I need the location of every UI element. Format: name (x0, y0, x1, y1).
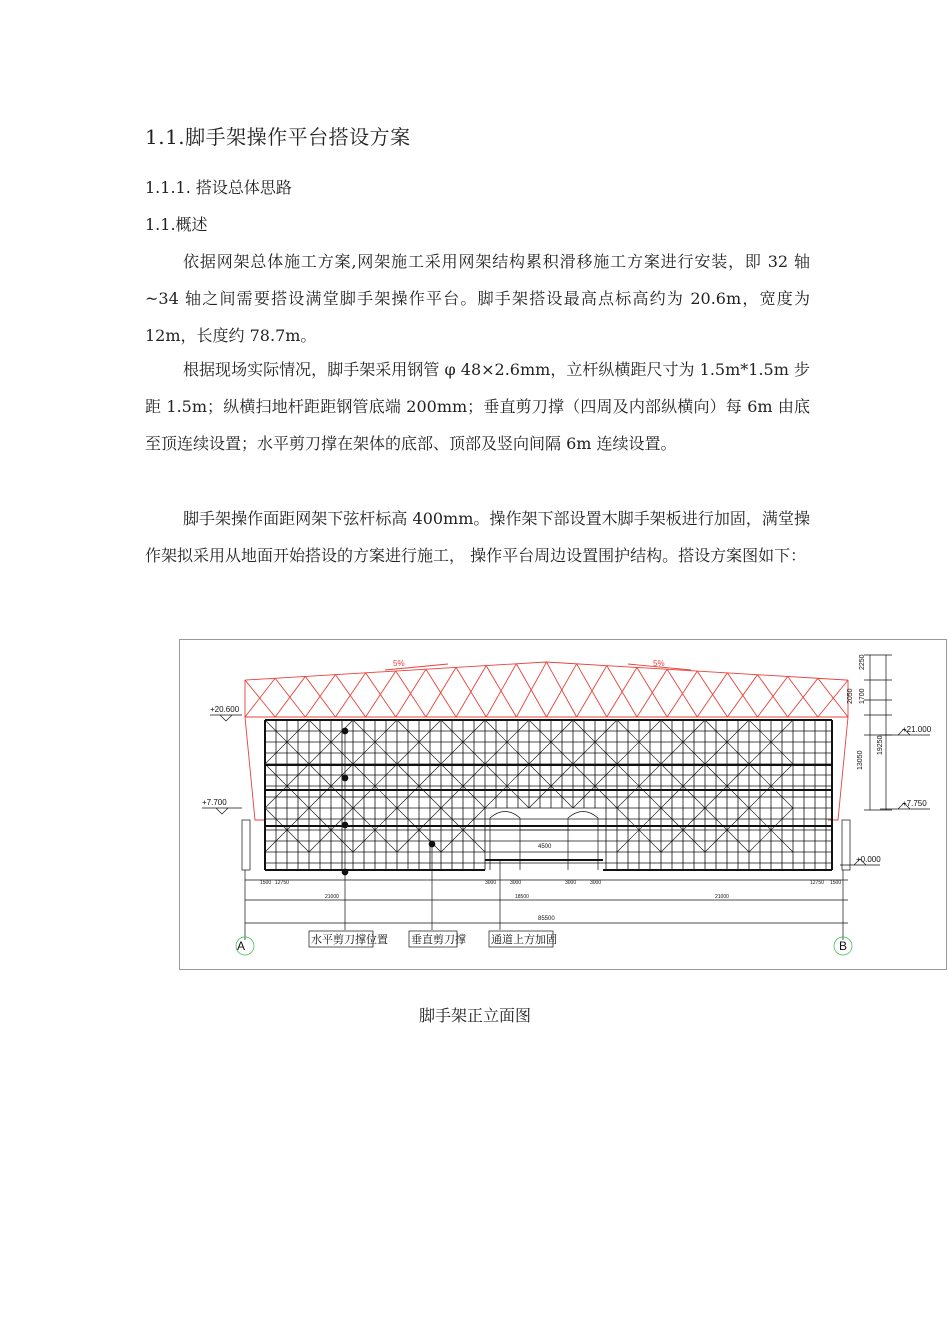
elevation-marker-left-mid (202, 808, 242, 814)
dim-bottom-value: 1500 (830, 880, 842, 886)
dim-vertical-1: 13050 (857, 750, 864, 770)
section-heading: 1.1.脚手架操作平台搭设方案 (145, 125, 411, 149)
axis-label-b: B (838, 939, 848, 953)
paragraph-2: 根据现场实际情况，脚手架采用钢管 φ 48×2.6mm，立杆纵横距尺寸为 1.5m*1.5m 步距 1.5m；纵横扫地杆距距钢管底端 200mm；垂直剪刀撑（四周及内部纵横向）每 6m 由底至顶连续设置；水平剪刀撑在架体的底部、顶部及竖向间隔 6m 连续设置。 (145, 360, 810, 453)
dim-vertical-2: 19250 (877, 735, 884, 755)
elevation-right-base: +0.000 (856, 855, 881, 864)
elevation-marker-left-top (210, 715, 242, 721)
paragraph-3: 脚手架操作面距网架下弦杆标高 400mm。操作架下部设置木脚手架板进行加固，满堂操作架拟采用从地面开始搭设的方案进行施工， 操作平台周边设置围护结构。搭设方案图如下： (145, 509, 810, 565)
figure-caption: 脚手架正立面图 (418, 1006, 531, 1025)
label-horizontal-brace: 水平剪刀撑位置 (311, 934, 388, 946)
dim-top-1: 2250 (859, 654, 866, 670)
annotations (202, 655, 930, 955)
elevation-left-top: +20.600 (210, 705, 240, 714)
column-right (842, 820, 850, 870)
label-vertical-brace: 垂直剪刀撑 (411, 934, 466, 946)
dim-bottom-value: 21000 (325, 894, 339, 900)
slope-label-right: 5% (653, 659, 665, 668)
dim-bottom-value: 12750 (275, 880, 289, 886)
dim-bottom-value: 21000 (715, 894, 729, 900)
dim-bottom-value: 3000 (565, 880, 577, 886)
paragraph-1: 依据网架总体施工方案,网架施工采用网架结构累积滑移施工方案进行安装，即 32 轴~34 轴之间需要搭设满堂脚手架操作平台。脚手架搭设最高点标高约为 20.6m，宽度为 12m，长度约 78.7m。 (145, 252, 810, 345)
elevation-right-top: +21.000 (902, 725, 932, 734)
elevation-right-mid: +7.750 (902, 799, 927, 808)
elevation-left-mid: +7.700 (202, 798, 227, 807)
truss-top-chord (245, 662, 848, 680)
slope-label-left: 5% (393, 659, 405, 668)
overview-heading: 1.1.概述 (145, 215, 208, 234)
dim-top-3: 1700 (859, 688, 866, 704)
dim-gate: 4500 (538, 844, 552, 850)
dim-total: 85500 (538, 916, 555, 922)
column-left (242, 820, 250, 870)
dim-bottom-value: 3000 (590, 880, 602, 886)
dim-bottom-value: 3000 (510, 880, 522, 886)
dim-top-2: 2050 (847, 688, 854, 704)
axis-label-a: A (236, 939, 246, 953)
dim-bottom-value: 18500 (515, 894, 529, 900)
scaffold-elevation-drawing (179, 639, 947, 970)
label-passage-reinforce: 通道上方加固 (491, 934, 557, 946)
dim-bottom-value: 3000 (485, 880, 497, 886)
roof-truss (245, 662, 848, 820)
dim-bottom-value: 1500 (260, 880, 272, 886)
dim-bottom-value: 12750 (810, 880, 824, 886)
subsection-heading: 1.1.1. 搭设总体思路 (145, 178, 292, 197)
